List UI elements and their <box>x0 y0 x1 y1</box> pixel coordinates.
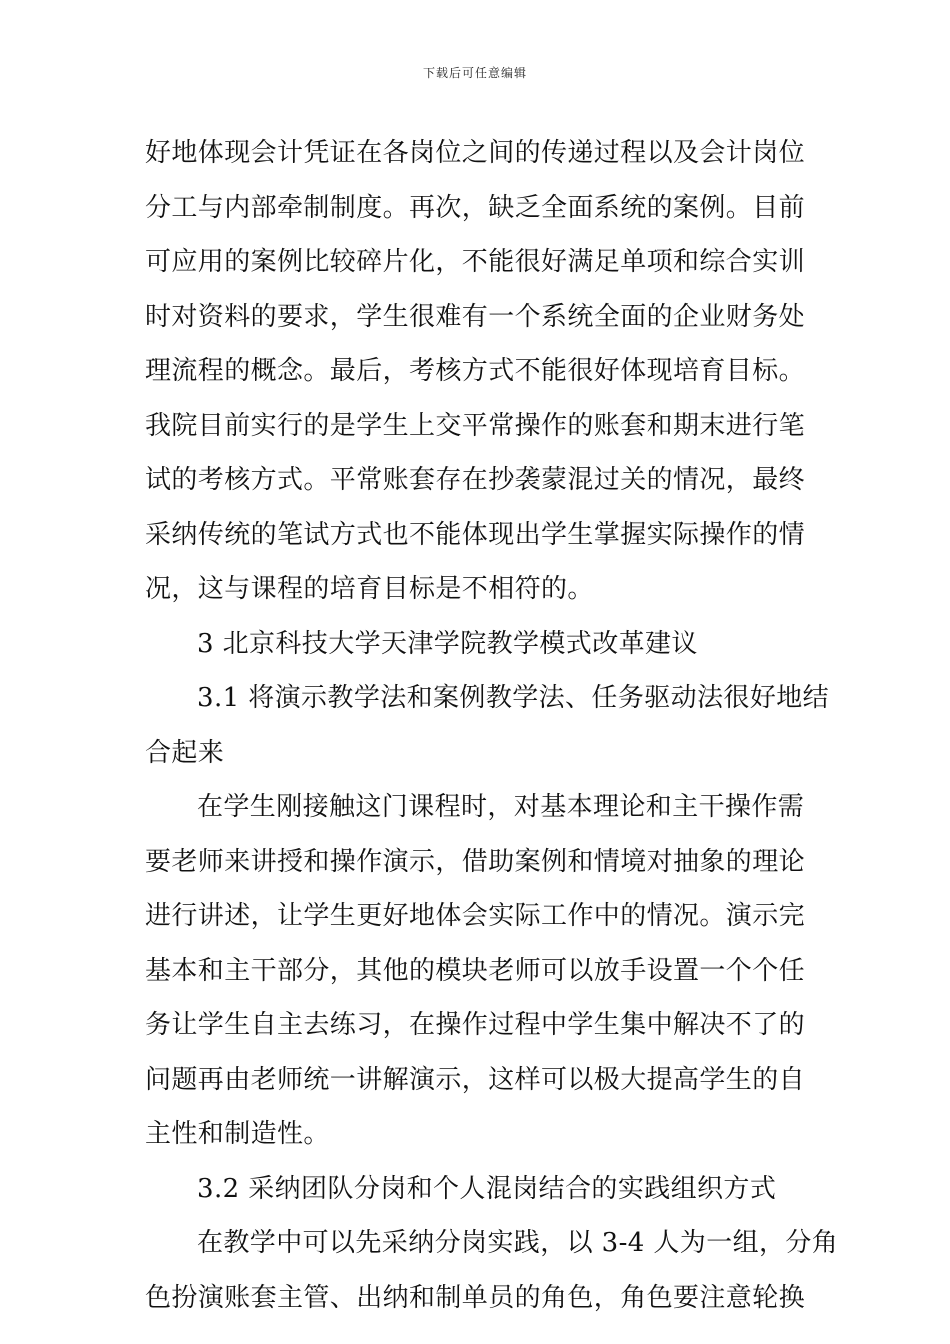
paragraph-line: 我院目前实行的是学生上交平常操作的账套和期末进行笔 <box>145 410 806 441</box>
paragraph-line: 要老师来讲授和操作演示，借助案例和情境对抽象的理论 <box>145 846 806 877</box>
paragraph-line: 好地体现会计凭证在各岗位之间的传递过程以及会计岗位 <box>145 138 806 168</box>
paragraph-line: 可应用的案例比较碎片化，不能很好满足单项和综合实训 <box>145 247 806 277</box>
paragraph-line: 试的考核方式。平常账套存在抄袭蒙混过关的情况，最终 <box>145 465 806 495</box>
paragraph-line: 问题再由老师统一讲解演示，这样可以极大提高学生的自 <box>145 1064 806 1095</box>
paragraph-line: 务让学生自主去练习，在操作过程中学生集中解决不了的 <box>145 1010 806 1040</box>
paragraph-line: 进行讲述，让学生更好地体会实际工作中的情况。演示完 <box>145 901 806 931</box>
subsection-heading: 3.2 采纳团队分岗和个人混岗结合的实践组织方式 <box>197 1173 777 1204</box>
body-text <box>145 126 839 1325</box>
section-heading: 3 北京科技大学天津学院教学模式改革建议 <box>197 628 698 659</box>
paragraph-line: 时对资料的要求，学生很难有一个系统全面的企业财务处 <box>145 301 806 332</box>
paragraph-line: 色扮演账套主管、出纳和制单员的角色，角色要注意轮换 <box>145 1282 806 1313</box>
paragraph-line: 理流程的概念。最后，考核方式不能很好体现培育目标。 <box>145 356 806 386</box>
paragraph-line: 采纳传统的笔试方式也不能体现出学生掌握实际操作的情 <box>145 519 806 550</box>
paragraph-line: 况，这与课程的培育目标是不相符的。 <box>145 574 594 604</box>
page-header: 下载后可任意编辑 <box>422 66 527 80</box>
subsection-heading: 3.1 将演示教学法和案例教学法、任务驱动法很好地结 <box>197 683 830 713</box>
paragraph-line: 分工与内部牵制制度。再次，缺乏全面系统的案例。目前 <box>145 192 806 223</box>
paragraph-line: 主性和制造性。 <box>145 1119 330 1149</box>
subsection-heading-continued: 合起来 <box>145 737 225 768</box>
paragraph-line: 在学生刚接触这门课程时，对基本理论和主干操作需 <box>197 792 805 822</box>
paragraph-line: 在教学中可以先采纳分岗实践，以 3-4 人为一组，分角 <box>197 1228 839 1258</box>
paragraph-line: 基本和主干部分，其他的模块老师可以放手设置一个个任 <box>145 955 806 986</box>
